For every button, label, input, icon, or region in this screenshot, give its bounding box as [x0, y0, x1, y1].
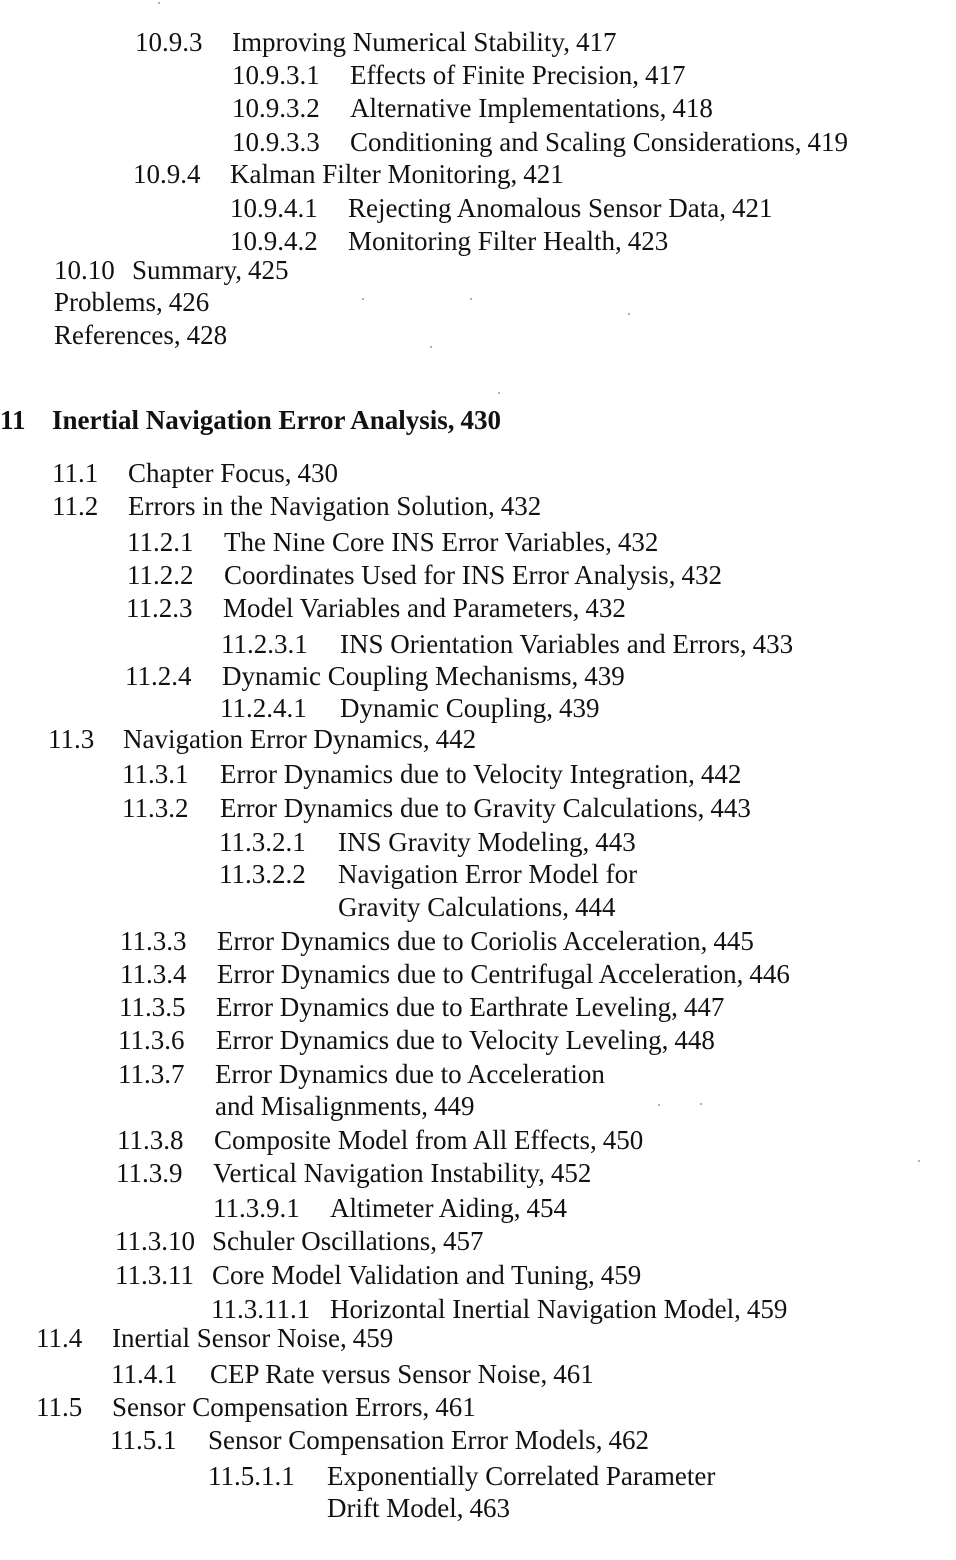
- section-title: [123, 723, 476, 755]
- page-separator: ,: [605, 527, 612, 557]
- section-title: [220, 792, 751, 824]
- section-title: [338, 858, 637, 890]
- section-title-text: Error Dynamics due to Centrifugal Acceleration: [217, 959, 737, 989]
- page-separator: ,: [156, 287, 163, 317]
- section-title-text: INS Orientation Variables and Errors: [340, 629, 740, 659]
- page-separator: ,: [734, 1294, 741, 1324]
- page-number: 430: [460, 405, 502, 435]
- section-title-text: Exponentially Correlated Parameter: [327, 1461, 716, 1491]
- section-title: [132, 254, 289, 286]
- section-title: [224, 526, 658, 558]
- page-separator: ,: [456, 1493, 464, 1523]
- section-title-text: Effects of Finite Precision: [350, 60, 633, 90]
- section-number: 11.3.2: [122, 793, 189, 823]
- page-number: 432: [617, 527, 659, 557]
- page-separator: ,: [688, 759, 695, 789]
- section-number: 11.2.3: [126, 593, 193, 623]
- page-number: 426: [168, 287, 210, 317]
- page-number: 419: [807, 127, 848, 157]
- section-title: [338, 826, 636, 858]
- section-title-text: Errors in the Navigation Solution: [128, 491, 488, 521]
- section-title-text: Inertial Navigation Error Analysis: [52, 405, 448, 435]
- section-title: [338, 891, 615, 923]
- page-number: 459: [352, 1323, 394, 1353]
- page-separator: ,: [794, 127, 802, 157]
- scan-speck: [430, 346, 432, 348]
- page-separator: ,: [661, 1025, 669, 1055]
- section-title: [330, 1293, 787, 1325]
- page-number: 445: [713, 926, 754, 956]
- section-title-text: Error Dynamics due to Acceleration: [215, 1059, 605, 1089]
- section-title-text: Vertical Navigation Instability: [213, 1158, 539, 1188]
- page-separator: ,: [538, 1158, 545, 1188]
- section-title: [112, 1391, 476, 1423]
- section-title: [212, 1259, 641, 1291]
- page-number: 461: [553, 1359, 594, 1389]
- page-separator: ,: [562, 892, 569, 922]
- section-title: [128, 490, 541, 522]
- section-title-text: Improving Numerical Stability: [232, 27, 564, 57]
- section-title-text: Navigation Error Model for: [338, 859, 638, 889]
- section-number: 11.5: [36, 1392, 83, 1422]
- page-number: 428: [186, 320, 228, 350]
- section-title-text: Dynamic Coupling Mechanisms: [222, 661, 572, 691]
- section-number: 11.4.1: [111, 1359, 178, 1389]
- section-number: 11.2.2: [127, 560, 194, 590]
- section-number: 11.3.2.1: [219, 827, 306, 857]
- page-separator: ,: [736, 959, 744, 989]
- section-title-text: Error Dynamics due to Velocity Integration: [220, 759, 689, 789]
- section-title-text: CEP Rate versus Sensor Noise: [210, 1359, 541, 1389]
- section-title-text: Coordinates Used for INS Error Analysis: [224, 560, 669, 590]
- section-title-text: Composite Model from All Effects: [214, 1125, 590, 1155]
- section-number: 11.2.3.1: [221, 629, 308, 659]
- section-title: [350, 126, 848, 158]
- section-number: 10.9.4.1: [230, 193, 318, 223]
- section-number: 10.9.3.2: [232, 93, 320, 123]
- scan-speck: [628, 313, 630, 315]
- page-separator: ,: [487, 491, 495, 521]
- section-title-text: Error Dynamics due to Coriolis Acceleration: [217, 926, 701, 956]
- page-separator: ,: [173, 320, 181, 350]
- section-number: 11.3.4: [120, 959, 187, 989]
- page-separator: ,: [671, 992, 678, 1022]
- page-separator: ,: [614, 226, 622, 256]
- section-title-text: Chapter Focus: [128, 458, 285, 488]
- section-title-text: Drift Model: [327, 1493, 457, 1523]
- section-title-text: Gravity Calculations: [338, 892, 563, 922]
- section-title: [330, 1192, 567, 1224]
- section-title: [216, 1024, 715, 1056]
- page-number: 463: [469, 1493, 510, 1523]
- page-number: 432: [681, 560, 722, 590]
- page-separator: ,: [582, 827, 590, 857]
- section-number: 11.3.6: [118, 1025, 185, 1055]
- section-title-text: Summary: [132, 255, 236, 285]
- page-number: 450: [602, 1125, 644, 1155]
- page-separator: ,: [572, 593, 580, 623]
- section-title-text: References: [54, 320, 174, 350]
- section-title: [340, 692, 599, 724]
- section-title: [212, 1225, 483, 1257]
- section-title-text: Error Dynamics due to Gravity Calculations: [220, 793, 698, 823]
- section-number: 11.3.3: [120, 926, 187, 956]
- page-number: 433: [752, 629, 794, 659]
- section-title: [350, 92, 713, 124]
- page-separator: ,: [588, 1260, 595, 1290]
- section-title: [222, 660, 625, 692]
- section-title: [54, 319, 227, 351]
- section-number: 11.4: [36, 1323, 83, 1353]
- scan-speck: [918, 1160, 920, 1162]
- section-number: 11.3.11.1: [211, 1294, 311, 1324]
- section-title-text: Error Dynamics due to Velocity Leveling: [216, 1025, 662, 1055]
- section-number: 11.2.4: [125, 661, 192, 691]
- section-title: [215, 1058, 605, 1090]
- page-separator: ,: [284, 458, 292, 488]
- section-number: 10.9.3.3: [232, 127, 320, 157]
- page-number: 459: [746, 1294, 788, 1324]
- section-title-text: Sensor Compensation Errors: [112, 1392, 423, 1422]
- section-title: [348, 192, 772, 224]
- page-number: 449: [433, 1091, 475, 1121]
- section-title: [220, 758, 741, 790]
- page-number: 448: [674, 1025, 715, 1055]
- section-title: [232, 26, 616, 58]
- page-number: 442: [435, 724, 477, 754]
- section-title: [217, 925, 754, 957]
- section-title: [327, 1492, 510, 1524]
- section-title-text: Sensor Compensation Error Models: [208, 1425, 596, 1455]
- page-number: 421: [731, 193, 773, 223]
- section-number: 11.2: [52, 491, 99, 521]
- section-number: 11.5.1: [110, 1425, 177, 1455]
- page-number: 457: [442, 1226, 484, 1256]
- section-number: 11.2.4.1: [220, 693, 307, 723]
- page-number: 461: [435, 1392, 476, 1422]
- section-title: [54, 286, 209, 318]
- page-number: 439: [584, 661, 625, 691]
- page-number: 459: [600, 1260, 642, 1290]
- section-number: 11.3.9: [116, 1158, 183, 1188]
- section-title: [230, 158, 564, 190]
- page-separator: ,: [563, 27, 570, 57]
- section-title: [348, 225, 668, 257]
- section-title: [215, 1090, 474, 1122]
- page-separator: ,: [421, 1091, 428, 1121]
- page-separator: ,: [546, 693, 553, 723]
- section-number: 11.3.10: [115, 1226, 195, 1256]
- page-number: 443: [710, 793, 751, 823]
- section-title: [208, 1424, 649, 1456]
- section-title: [224, 559, 722, 591]
- page-number: 425: [248, 255, 289, 285]
- section-title-text: and Misalignments: [215, 1091, 422, 1121]
- page-separator: ,: [589, 1125, 597, 1155]
- scan-speck: [498, 392, 500, 394]
- section-title-text: INS Gravity Modeling: [338, 827, 583, 857]
- page-separator: ,: [632, 60, 639, 90]
- page-separator: ,: [422, 724, 430, 754]
- section-title: [340, 628, 793, 660]
- page-number: 447: [683, 992, 725, 1022]
- section-title-text: Core Model Validation and Tuning: [212, 1260, 589, 1290]
- section-title-text: Kalman Filter Monitoring: [230, 159, 511, 189]
- section-title: [112, 1322, 393, 1354]
- scan-speck: [158, 2, 160, 4]
- section-title-text: Rejecting Anomalous Sensor Data: [348, 193, 720, 223]
- page-number: 418: [672, 93, 713, 123]
- page-separator: ,: [571, 661, 579, 691]
- section-title: [128, 457, 338, 489]
- section-number: 11.3.8: [117, 1125, 184, 1155]
- page-number: 443: [595, 827, 636, 857]
- section-title-text: Schuler Oscillations: [212, 1226, 431, 1256]
- section-title: [216, 991, 724, 1023]
- scan-speck: [700, 1103, 702, 1105]
- page-number: 430: [297, 458, 338, 488]
- page-number: 452: [550, 1158, 592, 1188]
- page-separator: ,: [422, 1392, 430, 1422]
- page-separator: ,: [339, 1323, 347, 1353]
- page-separator: ,: [668, 560, 676, 590]
- section-title-text: The Nine Core INS Error Variables: [224, 527, 606, 557]
- section-number: 11.3.2.2: [219, 859, 306, 889]
- section-title: [217, 958, 790, 990]
- section-title-text: Alternative Implementations: [350, 93, 660, 123]
- page-number: 454: [526, 1193, 567, 1223]
- page-separator: ,: [540, 1359, 548, 1389]
- section-title: [350, 59, 685, 91]
- section-title: [52, 404, 501, 436]
- section-number: 11.3.11: [115, 1260, 194, 1290]
- section-number: 10.10: [54, 255, 115, 285]
- page-number: 432: [585, 593, 626, 623]
- page-separator: ,: [235, 255, 242, 285]
- page-number: 421: [523, 159, 564, 189]
- section-title: [327, 1460, 715, 1492]
- page-separator: ,: [739, 629, 747, 659]
- page-number: 444: [574, 892, 616, 922]
- section-number: 11.3.9.1: [213, 1193, 300, 1223]
- page-number: 442: [700, 759, 742, 789]
- section-title-text: Monitoring Filter Health: [348, 226, 615, 256]
- section-title-text: Problems: [54, 287, 157, 317]
- section-title: [213, 1157, 591, 1189]
- section-number: 11.1: [52, 458, 99, 488]
- page-number: 462: [608, 1425, 649, 1455]
- section-title-text: Inertial Sensor Noise: [112, 1323, 340, 1353]
- section-title-text: Navigation Error Dynamics: [123, 724, 423, 754]
- page-separator: ,: [700, 926, 708, 956]
- page-separator: ,: [447, 405, 455, 435]
- page-number: 439: [558, 693, 600, 723]
- section-number: 10.9.4.2: [230, 226, 318, 256]
- section-title: [214, 1124, 643, 1156]
- section-title-text: Altimeter Aiding: [330, 1193, 514, 1223]
- page-separator: ,: [513, 1193, 521, 1223]
- section-number: 11.2.1: [127, 527, 194, 557]
- page-separator: ,: [659, 93, 667, 123]
- section-title-text: Horizontal Inertial Navigation Model: [330, 1294, 735, 1324]
- page-separator: ,: [719, 193, 726, 223]
- section-number: 11: [0, 405, 26, 435]
- scan-speck: [470, 298, 472, 300]
- scan-speck: [362, 298, 364, 300]
- section-number: 10.9.4: [133, 159, 201, 189]
- section-title-text: Model Variables and Parameters: [223, 593, 573, 623]
- section-title-text: Conditioning and Scaling Considerations: [350, 127, 795, 157]
- page-number: 417: [575, 27, 617, 57]
- page-separator: ,: [430, 1226, 437, 1256]
- page-separator: ,: [510, 159, 518, 189]
- section-title: [223, 592, 626, 624]
- section-number: 11.3.5: [119, 992, 186, 1022]
- section-number: 11.3: [48, 724, 95, 754]
- section-number: 11.5.1.1: [208, 1461, 295, 1491]
- page-number: 432: [500, 491, 542, 521]
- section-title-text: Dynamic Coupling: [340, 693, 547, 723]
- section-number: 10.9.3: [135, 27, 203, 57]
- page-separator: ,: [595, 1425, 603, 1455]
- section-title: [210, 1358, 594, 1390]
- section-number: 11.3.1: [122, 759, 189, 789]
- scan-speck: [658, 1104, 660, 1106]
- section-title-text: Error Dynamics due to Earthrate Leveling: [216, 992, 672, 1022]
- page-number: 446: [749, 959, 790, 989]
- page-number: 423: [627, 226, 669, 256]
- page-number: 417: [644, 60, 686, 90]
- page-separator: ,: [697, 793, 705, 823]
- section-number: 10.9.3.1: [232, 60, 320, 90]
- section-number: 11.3.7: [118, 1059, 185, 1089]
